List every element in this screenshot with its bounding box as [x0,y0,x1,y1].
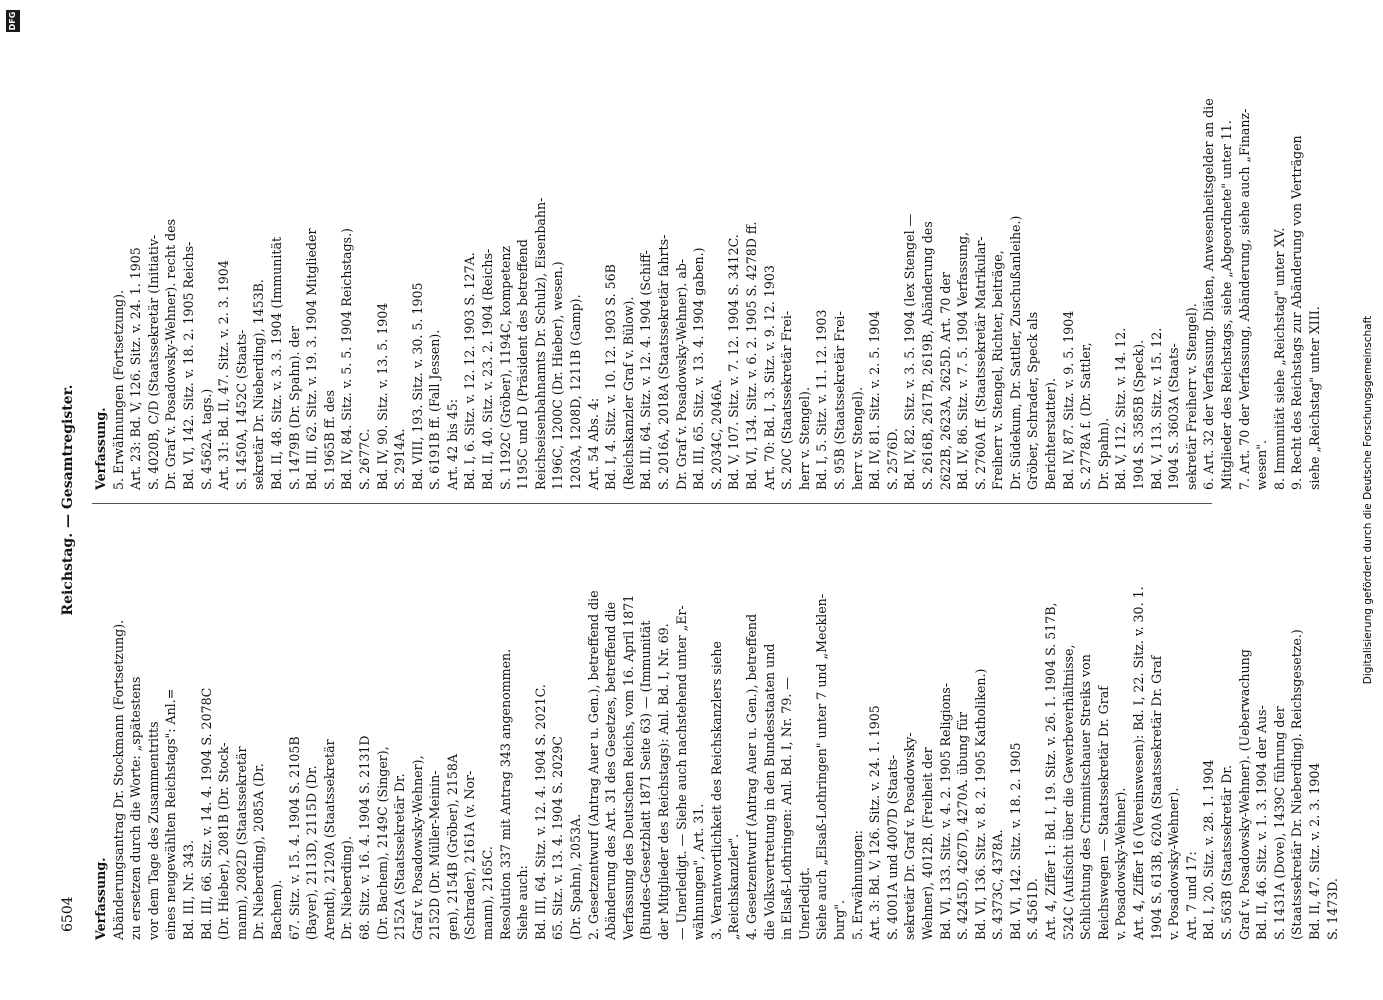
text-line: sekretär Dr. Graf v. Posadowsky- [902,732,918,940]
text-line: Abänderung des Art. 31 des Gesetzes, betreffend die [603,602,619,940]
text-line: Bd. III, 65. Sitz. v. 13. 4. 1904 gaben.) [691,247,707,490]
text-line: S. 1479B (Dr. Spahn). der [286,325,302,490]
text-line: 2622B, 2623A, 2625D. Art. 70 der [937,272,953,490]
text-line: S. 4245D, 4267D, 4270A. übung für [955,712,971,940]
text-line: S. 2576D. [884,428,900,490]
text-line: (Dr. Bachem), 2149C (Singer), [374,746,390,940]
right-column-keyword: Verfassung. [93,407,108,490]
text-line: 1203A, 1208D, 1211B (Gamp). [568,294,584,490]
text-line: 3. Verantwortlichkeit des Reichskanzlers siehe [708,641,724,940]
text-line: Bd. III, Nr. 343. [180,840,196,940]
text-line: Bd. III, 64. Sitz. v. 12. 4. 1904 (Schiff- [638,250,654,490]
text-line: 2. Gesetzentwurf (Antrag Auer u. Gen.), betreffend die [585,590,601,940]
text-line: Art. 4, Ziffer 16 (Vereinswesen): Bd. I, 22. Sitz. v. 30. 1. [1131,586,1147,940]
text-line: S. 4001A und 4007D (Staats- [884,754,900,940]
text-line: in Elsaß-Lothringen: Anl. Bd. I, Nr. 79. — [779,677,795,940]
text-line: Bd. IV, 84. Sitz. v. 5. 5. 1904 Reichstags.) [339,228,355,490]
text-line: vor dem Tage des Zusammentritts [145,721,161,940]
text-line: Bachem). [268,879,284,940]
text-line: Bd. IV, 82. Sitz. v. 3. 5. 1904 (lex Stengel — [902,213,918,490]
text-line: Bd. IV, 87. Sitz. v. 9. 5. 1904 [1060,310,1076,490]
text-line: 5. Erwähnungen: [849,830,865,940]
text-line: Bd. I, 4. Sitz. v. 10. 12. 1903 S. 56B [603,264,619,490]
text-line: Bd. VI, 136. Sitz. v. 8. 2. 1905 Katholiken.) [972,668,988,940]
text-line: S. 4562A. tags.) [198,388,214,490]
text-line: S. 4373C, 4378A. [990,829,1006,940]
text-line: Dr. Nieberding), 2085A (Dr. [251,763,267,940]
text-line: Resolution 337 mit Antrag 343 angenommen. [497,648,513,940]
right-column [92,50,1322,490]
text-line: S. 1965B ff. des [321,390,337,490]
text-line: die Volksvertretung in den Bundesstaaten und [761,643,777,940]
text-line: Bd. IV, 81. Sitz. v. 2. 5. 1904 [867,310,883,490]
text-line: wesen". [1254,439,1270,490]
text-line: S. 2616B, 2617B, 2619B, Abänderung des [919,221,935,490]
text-line: zu ersetzen durch die Worte: „spätestens [128,676,144,940]
text-line: S. 6191B ff. (Fall Jessen). [427,329,443,490]
text-line: eines neugewählten Reichstags": Anl.= [163,688,179,940]
text-line: (Staatssekretär Dr. Nieberding). Reichsgesetze.) [1289,629,1305,940]
text-line: herr v. Stengel). [796,387,812,490]
text-line: S. 4020B, C/D (Staatssekretär (Initiativ- [145,234,161,490]
text-line: 5. Erwähnungen (Fortsetzung). [110,289,126,490]
page-number: 6504 [60,896,76,932]
text-line: (Bayer), 2113D, 2115D (Dr. [304,765,320,940]
text-line: Siehe auch „Elsaß-Lothringen" unter 7 und „Mecklen- [814,593,830,940]
text-line: 68. Sitz. v. 16. 4. 1904 S. 2131D [356,735,372,940]
text-line: Wehner), 4012B. (Freiheit der [919,747,935,940]
text-line: Graf v. Posadowsky-Wehner). (Ueberwachung [1236,649,1252,940]
text-line: (Dr. Hieber), 2081B (Dr. Stock- [216,742,232,940]
text-line: herr v. Stengel). [849,387,865,490]
text-line: Gröber, Schrader, Speck als [1025,311,1041,490]
text-line: Reichseisenbahnamts Dr. Schulz), Eisenbahn- [532,197,548,490]
text-line: Mitglieder des Reichstags, siehe „Abgeordnete" unter 11. [1219,120,1234,490]
text-line: 9. Recht des Reichstags zur Abänderung von Verträgen [1289,135,1305,490]
text-line: Art. 3: Bd. V, 126. Sitz. v. 24. 1. 1905 [867,705,883,940]
text-line: Unerledigt. [796,867,812,940]
text-line: Dr. Graf v. Posadowsky-Wehner). ab- [673,258,689,490]
text-line: der Mitglieder des Reichstags): Anl. Bd. I, Nr. 69. [656,623,671,940]
text-line: Bd. I, 5. Sitz. v. 11. 12. 1903 [814,309,830,490]
text-line: Bd. I, 6. Sitz. v. 12. 12. 1903 S. 127A. [462,252,478,490]
text-line: (Schrader), 2161A (v. Nor- [462,770,478,940]
text-line: 2152A (Staatssekretär Dr. [392,773,408,940]
text-line: sekretär Dr. Nieberding), 1453B. [251,279,267,490]
text-line: S. 2016A, 2018A (Staatssekretär fahrts- [656,234,671,490]
text-line: Graf v. Posadowsky-Wehner), [409,755,425,940]
text-line: 7. Art. 70 der Verfassung, Abänderung, siehe auch „Finanz- [1236,108,1252,490]
text-line: S. 563B (Staatssekretär Dr. [1219,765,1234,940]
text-line: sekretär Freiherr v. Stengel). [1183,303,1199,490]
text-line: 8. Immunität siehe „Reichstag" unter XV. [1271,227,1287,490]
text-line: siehe „Reichstag" unter XIII. [1306,306,1322,490]
dfg-logo: DFG [6,10,20,32]
text-line: 524C (Aufsicht über die Gewerbeverhältnisse, [1060,644,1076,940]
text-line: S. 20C (Staatssekretär Frei- [779,310,795,490]
text-line: 1904 S. 3603A (Staats- [1166,343,1182,490]
text-line: Bd. II, 46. Sitz. v. 1. 3. 1904 der Aus- [1254,705,1270,940]
text-line: Art. 7 und 17: [1183,851,1199,940]
text-line: 67. Sitz. v. 15. 4. 1904 S. 2105B [286,736,302,940]
text-line: Art. 54 Abs. 4: [585,397,601,490]
text-line: 4. Gesetzentwurf (Antrag Auer u. Gen.), betreffend [743,613,759,940]
text-line: 1195C und D (Präsident des betreffend [515,239,531,490]
column-divider [92,503,1212,504]
text-line: Dr. Nieberding). [339,836,355,940]
text-line: Art. 70: Bd. I, 3. Sitz. v. 9. 12. 1903 [761,265,777,490]
text-line: Bd. III, 66. Sitz. v. 14. 4. 1904 S. 2078C [198,687,214,940]
text-line: Art. 23: Bd. V, 126. Sitz. v. 24. 1. 1905 [128,247,144,490]
right-column-text [110,50,1324,490]
text-line: Bd. V, 113. Sitz. v. 15. 12. [1148,327,1164,490]
text-line: S. 95B (Staatssekretär Frei- [831,311,847,490]
text-line: wähnungen", Art. 31. [691,803,707,940]
text-line: 1196C, 1200C (Dr. Hieber), wesen.) [550,261,566,490]
text-line: S. 1192C (Gröber), 1194C, kompetenz [497,245,513,490]
text-line: S. 2677C. [356,428,372,490]
text-line: Bd. IV, 86. Sitz. v. 7. 5. 1904 Verfassung, [955,231,971,490]
text-line: S. 4561D. [1025,878,1041,940]
text-line: Berichterstatter). [1043,378,1059,490]
text-line: Bd. VI, 134. Sitz. v. 6. 2. 1905 S. 4278D ff. [743,221,759,490]
page-header [58,48,82,952]
text-line: S. 1450A, 1452C (Staats- [233,329,249,490]
digitization-credit: Digitalisierung gefördert durch die Deutsche Forschungsgemeinschaft [1362,315,1374,685]
text-line: Art. 31: Bd. II, 47. Sitz. v. 2. 3. 1904 [216,260,232,490]
text-line: „Reichskanzler". [726,833,742,940]
text-line: Dr. Spahn). [1095,417,1111,490]
text-line: S. 1431A (Dove), 1439C führung der [1271,706,1287,940]
left-column-text [110,500,1342,940]
text-line: gen), 2154B (Gröber), 2158A [444,753,460,940]
text-line: Freiherr v. Stengel, Richter, beiträge, [990,250,1006,490]
text-line: Arendt), 2120A (Staatssekretär [321,739,337,940]
text-line: (Bundes-Gesetzblatt 1871 Seite 63) — (Immunität [638,620,654,940]
text-line: mann), 2165C. [480,846,496,940]
text-line: 2152D (Dr. Müller-Meinin- [427,770,443,940]
text-line: Bd. VI, 133. Sitz. v. 4. 2. 1905 Religions- [937,682,953,940]
text-line: Bd. II, 48. Sitz. v. 3. 3. 1904 (Immunität [268,236,284,490]
text-line: Schlichtung des Crimmitschauer Streiks von [1078,654,1094,940]
text-line: Bd. III, 62. Sitz. v. 19. 3. 1904 Mitglieder [304,228,320,490]
text-line: 1904 S. 3585B (Speck). [1131,339,1147,490]
text-line: (Dr. Spahn), 2053A. [568,813,584,940]
text-line: S. 2914A. [392,428,408,490]
page-title: Reichstag. — Gesamtregister. [60,384,76,616]
text-line: Bd. VI, 142. Sitz. v. 18. 2. 1905 [1007,742,1023,940]
text-line: (Reichskanzler Graf v. Bülow). [620,296,636,490]
text-line: Bd. IV, 90. Sitz. v. 13. 5. 1904 [374,302,390,490]
text-line: S. 1473D. [1324,878,1340,940]
left-column-keyword: Verfassung. [93,857,108,940]
text-line: Bd. VI, 142. Sitz. v. 18. 2. 1905 Reichs- [180,241,196,490]
text-line: — Unerledigt. — Siehe auch nachstehend unter „Er- [673,605,689,940]
text-line: Bd. V, 107. Sitz. v. 7. 12. 1904 S. 3412C. [726,234,742,490]
text-line: Bd. I, 20. Sitz. v. 28. 1. 1904 [1201,759,1217,940]
text-line: 6. Art. 32 der Verfassung. Diäten, Anwesenheitsgelder an die [1201,98,1217,490]
text-line: Dr. Graf v. Posadowsky-Wehner). recht des [163,219,179,490]
text-line: Bd. V, 112. Sitz. v. 14. 12. [1113,327,1129,490]
text-line: Art. 4, Ziffer 1: Bd. I, 19. Sitz. v. 26. 1. 1904 S. 517B, [1043,602,1059,940]
text-line: Bd. II, 40. Sitz. v. 23. 2. 1904 (Reichs- [480,248,496,490]
text-line: v. Posadowsky-Wehner). [1166,787,1182,940]
text-line: S. 2778A f. (Dr. Sattler, [1078,342,1094,490]
text-line: 65. Sitz. v. 13. 4. 1904 S. 2029C [550,736,566,940]
text-line: Dr. Südekum, Dr. Sattler, Zuschußanleihe.) [1007,215,1023,490]
text-line: Bd. VIII, 193. Sitz. v. 30. 5. 1905 [409,282,425,490]
text-line: S. 2034C, 2046A. [708,379,724,490]
text-line: v. Posadowsky-Wehner). [1113,787,1129,940]
left-column [92,500,1340,940]
text-line: Art. 42 bis 45: [444,398,460,490]
text-line: S. 2760A ff. (Staatssekretär Matrikular- [972,236,988,490]
text-line: Verfassung des Deutschen Reichs, vom 16. April 1871 [620,594,636,940]
text-line: Bd. II, 47. Sitz. v. 2. 3. 1904 [1306,762,1322,940]
text-line: mann), 2082D (Staatssekretär [233,746,249,940]
text-line: Reichswegen — Staatssekretär Dr. Graf [1095,686,1111,940]
text-line: Siehe auch: [515,865,531,940]
text-line: Bd. III, 64. Sitz. v. 12. 4. 1904 S. 2021C. [532,684,548,940]
text-line: 1904 S. 613B, 620A (Staatssekretär Dr. Graf [1148,655,1164,940]
text-line: Abänderungsantrag Dr. Stockmann (Fortsetzung). [110,619,126,940]
text-line: burg". [831,899,847,940]
